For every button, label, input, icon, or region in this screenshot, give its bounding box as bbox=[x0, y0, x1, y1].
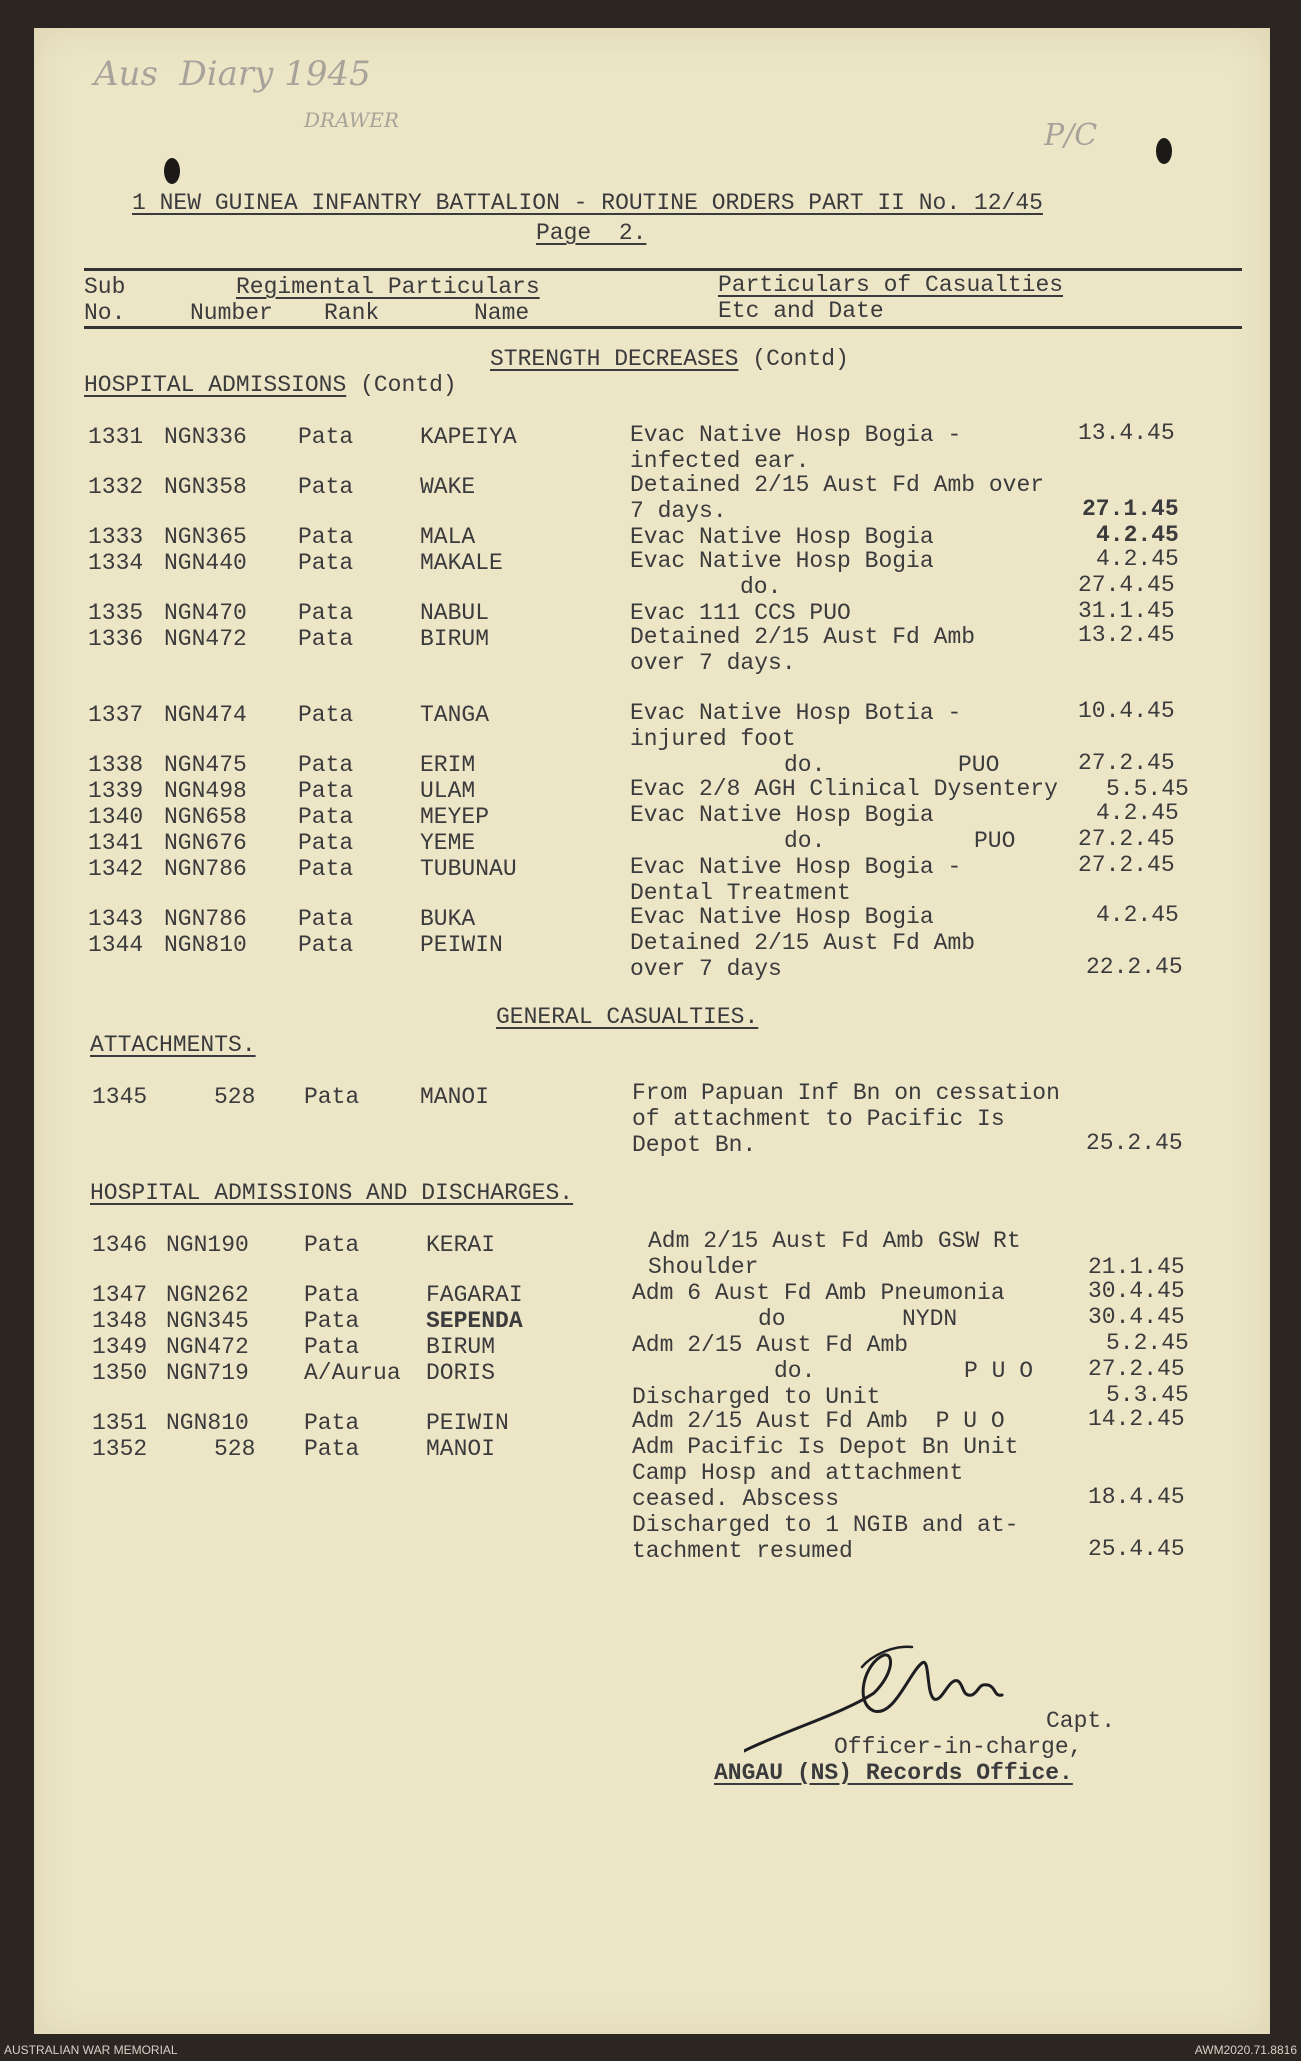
row-particulars-cont: NYDN bbox=[902, 1306, 958, 1332]
row-particulars-cont: 7 days. bbox=[630, 498, 727, 524]
row-number: NGN262 bbox=[166, 1282, 249, 1308]
row-date: 27.2.45 bbox=[1078, 826, 1175, 852]
row-particulars-cont: over 7 days bbox=[630, 956, 782, 982]
row-particulars: Evac Native Hosp Bogia - bbox=[630, 422, 962, 448]
row-particulars-cont: over 7 days. bbox=[630, 650, 796, 676]
row-particulars: From Papuan Inf Bn on cessation bbox=[632, 1080, 1060, 1106]
row-particulars-cont: infected ear. bbox=[630, 448, 810, 474]
row-name: MANOI bbox=[420, 1084, 490, 1110]
row-name: NABUL bbox=[420, 600, 490, 626]
row-name: TANGA bbox=[420, 702, 490, 728]
row-sub-no: 1352 bbox=[92, 1436, 148, 1462]
row-particulars-cont: Discharged to 1 NGIB and at- bbox=[632, 1512, 1019, 1538]
row-particulars-cont: Depot Bn. bbox=[632, 1132, 757, 1158]
row-particulars: Evac Native Hosp Bogia - bbox=[630, 854, 962, 880]
row-particulars: Detained 2/15 Aust Fd Amb bbox=[630, 930, 976, 956]
row-number: NGN358 bbox=[164, 474, 247, 500]
row-particulars: do bbox=[758, 1306, 786, 1332]
row-rank: Pata bbox=[298, 778, 354, 804]
row-sub-no: 1348 bbox=[92, 1308, 148, 1334]
row-name: PEIWIN bbox=[420, 932, 503, 958]
row-name: BIRUM bbox=[420, 626, 490, 652]
row-sub-no: 1332 bbox=[88, 474, 144, 500]
section-hospital-admissions-discharges: HOSPITAL ADMISSIONS AND DISCHARGES. bbox=[90, 1180, 574, 1206]
row-date: 4.2.45 bbox=[1096, 902, 1179, 928]
document-paper bbox=[34, 28, 1270, 2034]
row-name: SEPENDA bbox=[426, 1308, 523, 1334]
row-rank: Pata bbox=[298, 830, 354, 856]
punch-hole-left bbox=[164, 158, 180, 184]
row-rank: Pata bbox=[298, 702, 354, 728]
row-number: 528 bbox=[214, 1436, 256, 1462]
row-particulars-cont: Shoulder bbox=[648, 1254, 759, 1280]
row-date-3: 27.2.45 bbox=[1078, 750, 1175, 776]
row-rank: Pata bbox=[298, 600, 354, 626]
row-particulars-cont: Camp Hosp and attachment bbox=[632, 1460, 964, 1486]
row-number: NGN498 bbox=[164, 778, 247, 804]
row-number: NGN472 bbox=[166, 1334, 249, 1360]
row-number: NGN810 bbox=[164, 932, 247, 958]
row-date-2: 27.4.45 bbox=[1078, 572, 1175, 598]
header-name: Name bbox=[474, 300, 530, 326]
section-general-casualties: GENERAL CASUALTIES. bbox=[496, 1004, 759, 1030]
row-particulars: Evac Native Hosp Bogia bbox=[630, 524, 934, 550]
row-date: 22.2.45 bbox=[1086, 954, 1183, 980]
row-sub-no: 1340 bbox=[88, 804, 144, 830]
row-date: 5.2.45 bbox=[1106, 1330, 1189, 1356]
row-number: NGN719 bbox=[166, 1360, 249, 1386]
row-number: NGN658 bbox=[164, 804, 247, 830]
row-sub-no: 1343 bbox=[88, 906, 144, 932]
row-rank: Pata bbox=[304, 1282, 360, 1308]
row-rank: Pata bbox=[298, 424, 354, 450]
row-name: BIRUM bbox=[426, 1334, 496, 1360]
row-date: 4.2.45 bbox=[1096, 800, 1179, 826]
row-name: PEIWIN bbox=[426, 1410, 509, 1436]
row-number: NGN470 bbox=[164, 600, 247, 626]
row-sub-no: 1342 bbox=[88, 856, 144, 882]
row-sub-no: 1331 bbox=[88, 424, 144, 450]
row-name: KAPEIYA bbox=[420, 424, 517, 450]
row-sub-no: 1344 bbox=[88, 932, 144, 958]
row-name: FAGARAI bbox=[426, 1282, 523, 1308]
row-sub-no: 1350 bbox=[92, 1360, 148, 1386]
office-line: ANGAU (NS) Records Office. bbox=[714, 1760, 1073, 1786]
row-particulars: Evac 111 CCS PUO bbox=[630, 600, 851, 626]
row-name: BUKA bbox=[420, 906, 476, 932]
row-name: MANOI bbox=[426, 1436, 496, 1462]
row-name: DORIS bbox=[426, 1360, 496, 1386]
row-sub-no: 1335 bbox=[88, 600, 144, 626]
row-sub-no: 1341 bbox=[88, 830, 144, 856]
document-title: 1 NEW GUINEA INFANTRY BATTALION - ROUTINE ORDERS PART II No. 12/45 bbox=[132, 190, 1043, 216]
row-date: 4.2.45 bbox=[1096, 522, 1179, 548]
row-particulars: do. bbox=[774, 1358, 816, 1384]
officer-line: Officer-in-charge, bbox=[834, 1734, 1083, 1760]
row-date: 21.1.45 bbox=[1088, 1254, 1185, 1280]
row-date: 14.2.45 bbox=[1088, 1406, 1185, 1432]
row-date: 30.4.45 bbox=[1088, 1304, 1185, 1330]
section-attachments: ATTACHMENTS. bbox=[90, 1032, 256, 1058]
row-number: NGN365 bbox=[164, 524, 247, 550]
row-number: NGN474 bbox=[164, 702, 247, 728]
row-rank: Pata bbox=[304, 1410, 360, 1436]
header-no: No. bbox=[84, 300, 126, 326]
header-particulars: Particulars of Casualties bbox=[718, 272, 1064, 298]
row-date: 4.2.45 bbox=[1096, 546, 1179, 572]
row-sub-no: 1351 bbox=[92, 1410, 148, 1436]
row-particulars-cont: Dental Treatment bbox=[630, 880, 851, 906]
row-rank: Pata bbox=[298, 906, 354, 932]
row-particulars: Adm Pacific Is Depot Bn Unit bbox=[632, 1434, 1019, 1460]
row-rank: A/Aurua bbox=[304, 1360, 401, 1386]
signature-title: Capt. bbox=[1046, 1708, 1116, 1734]
row-date: 13.4.45 bbox=[1078, 420, 1175, 446]
row-particulars: Evac Native Hosp Bogia bbox=[630, 802, 934, 828]
row-rank: Pata bbox=[298, 474, 354, 500]
row-number: NGN440 bbox=[164, 550, 247, 576]
row-particulars: Evac Native Hosp Botia - bbox=[630, 700, 962, 726]
row-sub-no: 1347 bbox=[92, 1282, 148, 1308]
row-particulars-cont: of attachment to Pacific Is bbox=[632, 1106, 1005, 1132]
row-number: NGN345 bbox=[166, 1308, 249, 1334]
row-number: 528 bbox=[214, 1084, 256, 1110]
row-particulars: do. bbox=[784, 828, 826, 854]
header-etc: Etc and Date bbox=[718, 298, 884, 324]
row-name: YEME bbox=[420, 830, 476, 856]
row-particulars-cont: PUO bbox=[974, 828, 1016, 854]
row-name: MEYEP bbox=[420, 804, 490, 830]
row-sub-no: 1336 bbox=[88, 626, 144, 652]
row-name: ULAM bbox=[420, 778, 476, 804]
row-sub-no: 1334 bbox=[88, 550, 144, 576]
row-number: NGN336 bbox=[164, 424, 247, 450]
row-rank: Pata bbox=[298, 626, 354, 652]
row-name: MALA bbox=[420, 524, 476, 550]
row-date: 10.4.45 bbox=[1078, 698, 1175, 724]
row-number: NGN676 bbox=[164, 830, 247, 856]
footer-archive-name: AUSTRALIAN WAR MEMORIAL bbox=[4, 2043, 178, 2057]
row-number: NGN472 bbox=[164, 626, 247, 652]
row-rank: Pata bbox=[298, 856, 354, 882]
row-sub-no: 1337 bbox=[88, 702, 144, 728]
row-particulars-cont: P U O bbox=[964, 1358, 1034, 1384]
row-particulars-cont: do. bbox=[740, 574, 782, 600]
row-date-3: 18.4.45 bbox=[1088, 1484, 1185, 1510]
row-rank: Pata bbox=[298, 524, 354, 550]
header-rule-top bbox=[84, 268, 1242, 271]
section-strength-decreases: STRENGTH DECREASES (Contd) bbox=[490, 346, 849, 372]
row-particulars: Adm 6 Aust Fd Amb Pneumonia bbox=[632, 1280, 1005, 1306]
section-hospital-admissions: HOSPITAL ADMISSIONS (Contd) bbox=[84, 372, 457, 398]
pencil-note-drawer: DRAWER bbox=[304, 108, 399, 132]
row-name: WAKE bbox=[420, 474, 476, 500]
row-date: 27.2.45 bbox=[1088, 1356, 1185, 1382]
row-date-5: 25.4.45 bbox=[1088, 1536, 1185, 1562]
row-name: MAKALE bbox=[420, 550, 503, 576]
row-particulars-cont: injured foot bbox=[630, 726, 796, 752]
row-particulars: Detained 2/15 Aust Fd Amb over bbox=[630, 472, 1045, 498]
row-sub-no: 1333 bbox=[88, 524, 144, 550]
row-name: ERIM bbox=[420, 752, 476, 778]
row-date: 13.2.45 bbox=[1078, 622, 1175, 648]
row-rank: Pata bbox=[298, 932, 354, 958]
row-particulars-cont: tachment resumed bbox=[632, 1538, 853, 1564]
header-sub: Sub bbox=[84, 274, 126, 300]
header-rank: Rank bbox=[324, 300, 380, 326]
row-particulars: Adm 2/15 Aust Fd Amb GSW Rt bbox=[648, 1228, 1021, 1254]
row-name: TUBUNAU bbox=[420, 856, 517, 882]
punch-hole-right bbox=[1156, 138, 1172, 164]
row-name: KERAI bbox=[426, 1232, 496, 1258]
row-number: NGN190 bbox=[166, 1232, 249, 1258]
footer-catalogue-id: AWM2020.71.8816 bbox=[1194, 2043, 1297, 2057]
row-particulars-cont: Discharged to Unit bbox=[632, 1384, 881, 1410]
row-particulars: Adm 2/15 Aust Fd Amb bbox=[632, 1332, 909, 1358]
row-rank: Pata bbox=[298, 752, 354, 778]
pencil-mark: P/C bbox=[1044, 118, 1098, 153]
row-sub-no: 1345 bbox=[92, 1084, 148, 1110]
row-sub-no: 1339 bbox=[88, 778, 144, 804]
header-number: Number bbox=[190, 300, 273, 326]
row-date: 25.2.45 bbox=[1086, 1130, 1183, 1156]
row-particulars: Adm 2/15 Aust Fd Amb P U O bbox=[632, 1408, 1005, 1434]
pencil-note: Aus Diary 1945 bbox=[94, 54, 371, 94]
page-number: Page 2. bbox=[536, 220, 647, 246]
row-particulars: Evac Native Hosp Bogia bbox=[630, 904, 934, 930]
row-sub-no: 1346 bbox=[92, 1232, 148, 1258]
header-regimental: Regimental Particulars bbox=[236, 274, 540, 300]
row-rank: Pata bbox=[304, 1308, 360, 1334]
row-particulars-cont: do. bbox=[784, 752, 826, 778]
row-number: NGN475 bbox=[164, 752, 247, 778]
row-sub-no: 1338 bbox=[88, 752, 144, 778]
row-rank: Pata bbox=[304, 1436, 360, 1462]
header-rule-bottom bbox=[84, 326, 1242, 329]
row-date: 30.4.45 bbox=[1088, 1278, 1185, 1304]
row-rank: Pata bbox=[298, 550, 354, 576]
row-particulars: Evac 2/8 AGH Clinical Dysentery bbox=[630, 776, 1058, 802]
row-rank: Pata bbox=[304, 1334, 360, 1360]
row-particulars: Evac Native Hosp Bogia bbox=[630, 548, 934, 574]
row-date: 27.1.45 bbox=[1082, 496, 1179, 522]
row-particulars-cont: PUO bbox=[958, 752, 1000, 778]
row-sub-no: 1349 bbox=[92, 1334, 148, 1360]
row-number: NGN786 bbox=[164, 856, 247, 882]
row-number: NGN786 bbox=[164, 906, 247, 932]
row-rank: Pata bbox=[304, 1232, 360, 1258]
row-date-2: 5.3.45 bbox=[1106, 1382, 1189, 1408]
row-particulars: Detained 2/15 Aust Fd Amb bbox=[630, 624, 976, 650]
row-date: 31.1.45 bbox=[1078, 598, 1175, 624]
row-particulars-cont: ceased. Abscess bbox=[632, 1486, 840, 1512]
row-rank: Pata bbox=[298, 804, 354, 830]
row-rank: Pata bbox=[304, 1084, 360, 1110]
row-number: NGN810 bbox=[166, 1410, 249, 1436]
row-date: 5.5.45 bbox=[1106, 776, 1189, 802]
row-date: 27.2.45 bbox=[1078, 852, 1175, 878]
